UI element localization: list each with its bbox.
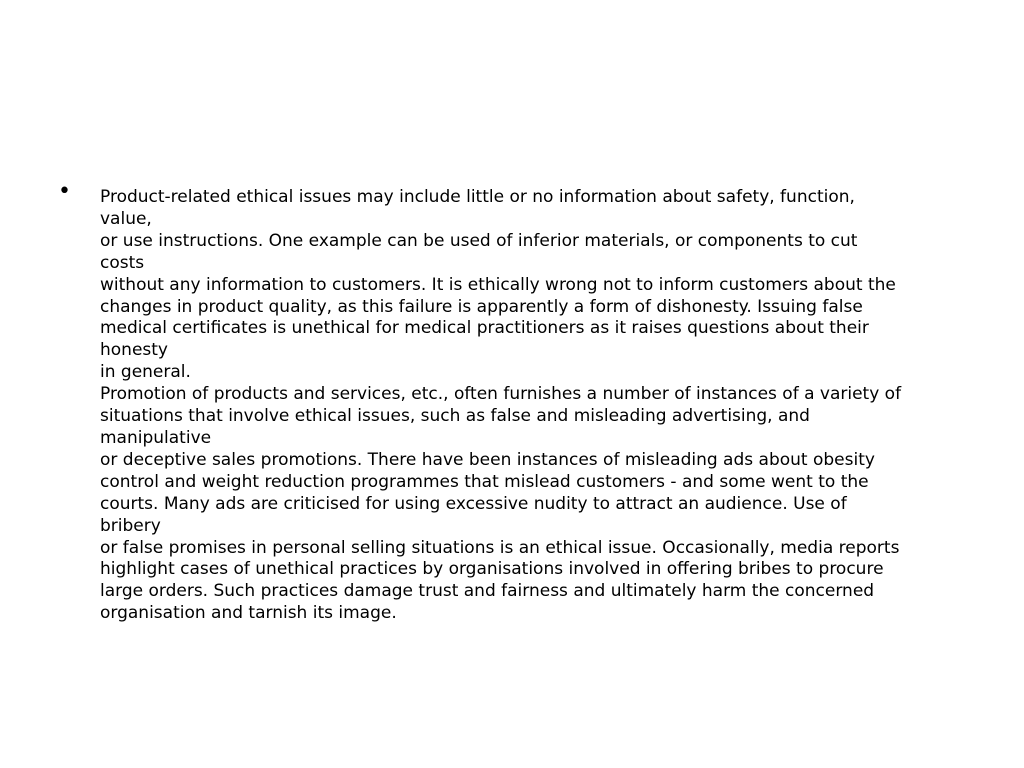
text-line: manipulative [100,427,212,448]
text-line: value, [100,208,152,229]
text-line: in general. [100,362,191,383]
text-line: medical certificates is unethical for medical practitioners as it raises questions about their [100,318,869,339]
text-line: courts. Many ads are criticised for using excessive nudity to attract an audience. Use of [100,493,847,514]
text-line: bribery [100,515,161,536]
text-line: highlight cases of unethical practices by organisations involved in offering bribes to procure [100,559,884,580]
text-line: costs [100,252,145,273]
text-line: without any information to customers. It is ethically wrong not to inform customers about the [100,274,896,295]
text-line: situations that involve ethical issues, such as false and misleading advertising, and [100,406,810,427]
text-line: control and weight reduction programmes that mislead customers - and some went to the [100,471,869,492]
text-line: changes in product quality, as this failure is apparently a form of dishonesty. Issuing false [100,296,863,317]
text-line: or use instructions. One example can be used of inferior materials, or components to cut [100,230,858,251]
text-line: Product-related ethical issues may include little or no information about safety, function, [100,187,855,207]
text-line: honesty [100,340,168,361]
text-line: organisation and tarnish its image. [100,603,397,624]
bullet-icon: • [58,179,71,204]
text-line: Promotion of products and services, etc., often furnishes a number of instances of a variety of [100,384,902,405]
body-paragraph [100,187,990,625]
text-line: or false promises in personal selling situations is an ethical issue. Occasionally, media reports [100,537,900,558]
text-line: large orders. Such practices damage trust and fairness and ultimately harm the concerned [100,581,875,602]
text-line: or deceptive sales promotions. There have been instances of misleading ads about obesity [100,449,875,470]
